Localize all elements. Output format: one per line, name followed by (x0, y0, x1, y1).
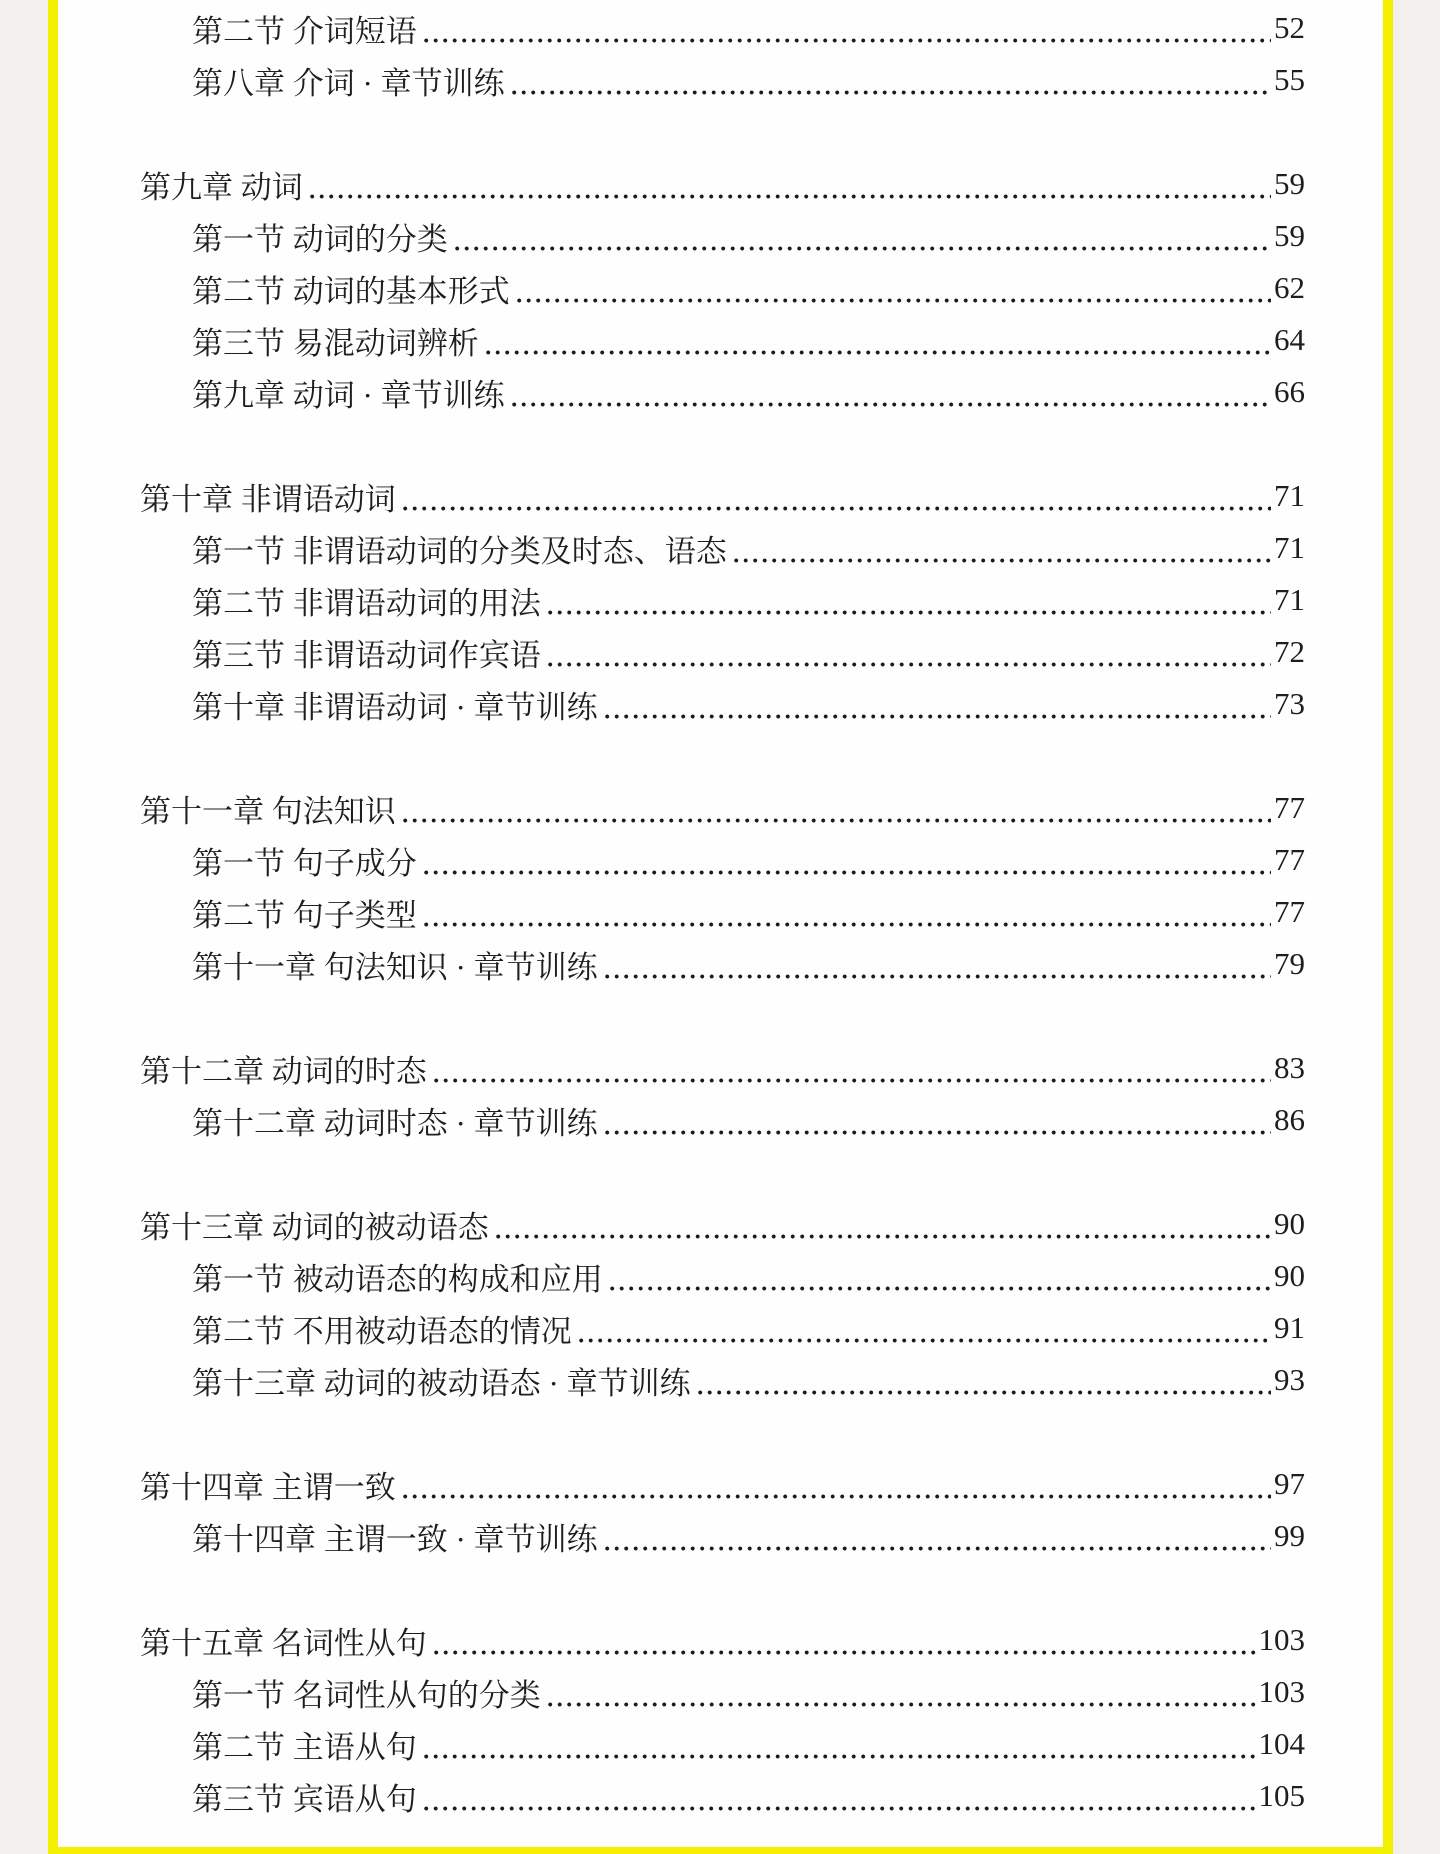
toc-entry-label: 第十三章 动词的被动语态 · 章节训练 (192, 1365, 691, 1401)
toc-entry-chapter (58, 1458, 1383, 1510)
toc-entry-section (58, 1510, 1383, 1562)
toc-group (58, 782, 1383, 990)
toc-entry-label: 第十四章 主谓一致 · 章节训练 (192, 1521, 598, 1557)
toc-entry-page-number: 90 (1274, 1206, 1305, 1241)
dot-leader (605, 974, 1271, 979)
toc-entry-chapter (58, 1198, 1383, 1250)
dot-leader (403, 818, 1271, 823)
table-of-contents (58, 0, 1383, 1822)
toc-entry-label: 第一节 名词性从句的分类 (192, 1677, 541, 1713)
dot-leader (434, 1078, 1271, 1083)
toc-entry-label: 第二节 动词的基本形式 (192, 273, 510, 309)
toc-entry-section (58, 262, 1383, 314)
toc-entry-section (58, 314, 1383, 366)
toc-entry-page-number: 105 (1258, 1778, 1305, 1813)
toc-entry-chapter (58, 1614, 1383, 1666)
toc-entry-label: 第一节 句子成分 (192, 845, 417, 881)
dot-leader (579, 1338, 1271, 1343)
toc-entry-page-number: 59 (1274, 166, 1305, 201)
toc-entry-section (58, 1770, 1383, 1822)
dot-leader (486, 350, 1271, 355)
toc-entry-label: 第十三章 动词的被动语态 (140, 1209, 489, 1245)
toc-entry-label: 第九章 动词 (140, 169, 303, 205)
toc-entry-label: 第三节 易混动词辨析 (192, 325, 479, 361)
dot-leader (424, 870, 1271, 875)
toc-entry-page-number: 91 (1274, 1310, 1305, 1345)
dot-leader (605, 1546, 1271, 1551)
dot-leader (512, 90, 1271, 95)
toc-entry-label: 第二节 非谓语动词的用法 (192, 585, 541, 621)
toc-entry-page-number: 62 (1274, 270, 1305, 305)
dot-leader (548, 662, 1271, 667)
toc-entry-section (58, 886, 1383, 938)
toc-entry-section (58, 834, 1383, 886)
dot-leader (403, 1494, 1271, 1499)
toc-entry-label: 第二节 主语从句 (192, 1729, 417, 1765)
dot-leader (496, 1234, 1271, 1239)
toc-entry-section (58, 1250, 1383, 1302)
toc-entry-page-number: 83 (1274, 1050, 1305, 1085)
dot-leader (548, 1702, 1256, 1707)
toc-entry-page-number: 103 (1258, 1622, 1305, 1657)
dot-leader (424, 922, 1271, 927)
toc-entry-section (58, 2, 1383, 54)
toc-group (58, 1042, 1383, 1146)
toc-entry-label: 第三节 宾语从句 (192, 1781, 417, 1817)
dot-leader (310, 194, 1271, 199)
toc-entry-section (58, 1302, 1383, 1354)
toc-entry-page-number: 104 (1258, 1726, 1305, 1761)
toc-entry-label: 第一节 动词的分类 (192, 221, 448, 257)
toc-entry-label: 第三节 非谓语动词作宾语 (192, 637, 541, 673)
dot-leader (455, 246, 1271, 251)
dot-leader (605, 1130, 1271, 1135)
toc-entry-label: 第十五章 名词性从句 (140, 1625, 427, 1661)
dot-leader (517, 298, 1271, 303)
toc-entry-page-number: 77 (1274, 842, 1305, 877)
toc-group (58, 470, 1383, 730)
toc-entry-label: 第八章 介词 · 章节训练 (192, 65, 505, 101)
toc-entry-page-number: 73 (1274, 686, 1305, 721)
toc-entry-page-number: 86 (1274, 1102, 1305, 1137)
toc-group (58, 158, 1383, 418)
toc-entry-label: 第十二章 动词时态 · 章节训练 (192, 1105, 598, 1141)
toc-entry-page-number: 71 (1274, 478, 1305, 513)
toc-entry-label: 第十二章 动词的时态 (140, 1053, 427, 1089)
dot-leader (424, 1754, 1256, 1759)
dot-leader (424, 38, 1271, 43)
toc-entry-section (58, 210, 1383, 262)
toc-group (58, 1458, 1383, 1562)
toc-entry-label: 第二节 不用被动语态的情况 (192, 1313, 572, 1349)
toc-entry-page-number: 99 (1274, 1518, 1305, 1553)
dot-leader (403, 506, 1271, 511)
toc-entry-section (58, 366, 1383, 418)
toc-entry-section (58, 1666, 1383, 1718)
toc-entry-label: 第一节 被动语态的构成和应用 (192, 1261, 603, 1297)
toc-entry-label: 第一节 非谓语动词的分类及时态、语态 (192, 533, 727, 569)
toc-entry-chapter (58, 782, 1383, 834)
toc-entry-page-number: 93 (1274, 1362, 1305, 1397)
toc-entry-page-number: 77 (1274, 790, 1305, 825)
toc-entry-label: 第十一章 句法知识 (140, 793, 396, 829)
toc-entry-page-number: 71 (1274, 582, 1305, 617)
toc-entry-label: 第二节 句子类型 (192, 897, 417, 933)
dot-leader (512, 402, 1271, 407)
toc-entry-page-number: 71 (1274, 530, 1305, 565)
dot-leader (434, 1650, 1256, 1655)
toc-group (58, 1614, 1383, 1822)
toc-entry-section (58, 574, 1383, 626)
dot-leader (605, 714, 1271, 719)
toc-entry-page-number: 59 (1274, 218, 1305, 253)
dot-leader (424, 1806, 1256, 1811)
dot-leader (734, 558, 1271, 563)
toc-group (58, 2, 1383, 106)
toc-group (58, 1198, 1383, 1406)
toc-entry-label: 第九章 动词 · 章节训练 (192, 377, 505, 413)
toc-entry-label: 第二节 介词短语 (192, 13, 417, 49)
toc-entry-section (58, 626, 1383, 678)
toc-entry-page-number: 72 (1274, 634, 1305, 669)
toc-entry-page-number: 66 (1274, 374, 1305, 409)
toc-entry-label: 第十一章 句法知识 · 章节训练 (192, 949, 598, 985)
toc-entry-chapter (58, 1042, 1383, 1094)
toc-entry-section (58, 1718, 1383, 1770)
toc-entry-page-number: 79 (1274, 946, 1305, 981)
toc-entry-chapter (58, 470, 1383, 522)
toc-entry-label: 第十四章 主谓一致 (140, 1469, 396, 1505)
toc-entry-section (58, 1094, 1383, 1146)
toc-entry-section (58, 938, 1383, 990)
dot-leader (548, 610, 1271, 615)
dot-leader (610, 1286, 1271, 1291)
toc-entry-page-number: 52 (1274, 10, 1305, 45)
toc-entry-page-number: 55 (1274, 62, 1305, 97)
toc-entry-page-number: 103 (1258, 1674, 1305, 1709)
toc-entry-section (58, 678, 1383, 730)
toc-entry-page-number: 97 (1274, 1466, 1305, 1501)
dot-leader (698, 1390, 1271, 1395)
toc-entry-page-number: 90 (1274, 1258, 1305, 1293)
toc-entry-page-number: 64 (1274, 322, 1305, 357)
toc-entry-label: 第十章 非谓语动词 · 章节训练 (192, 689, 598, 725)
toc-entry-chapter (58, 158, 1383, 210)
toc-entry-section (58, 522, 1383, 574)
toc-entry-label: 第十章 非谓语动词 (140, 481, 396, 517)
toc-entry-section (58, 1354, 1383, 1406)
toc-entry-page-number: 77 (1274, 894, 1305, 929)
book-page-frame (48, 0, 1393, 1854)
toc-entry-section (58, 54, 1383, 106)
